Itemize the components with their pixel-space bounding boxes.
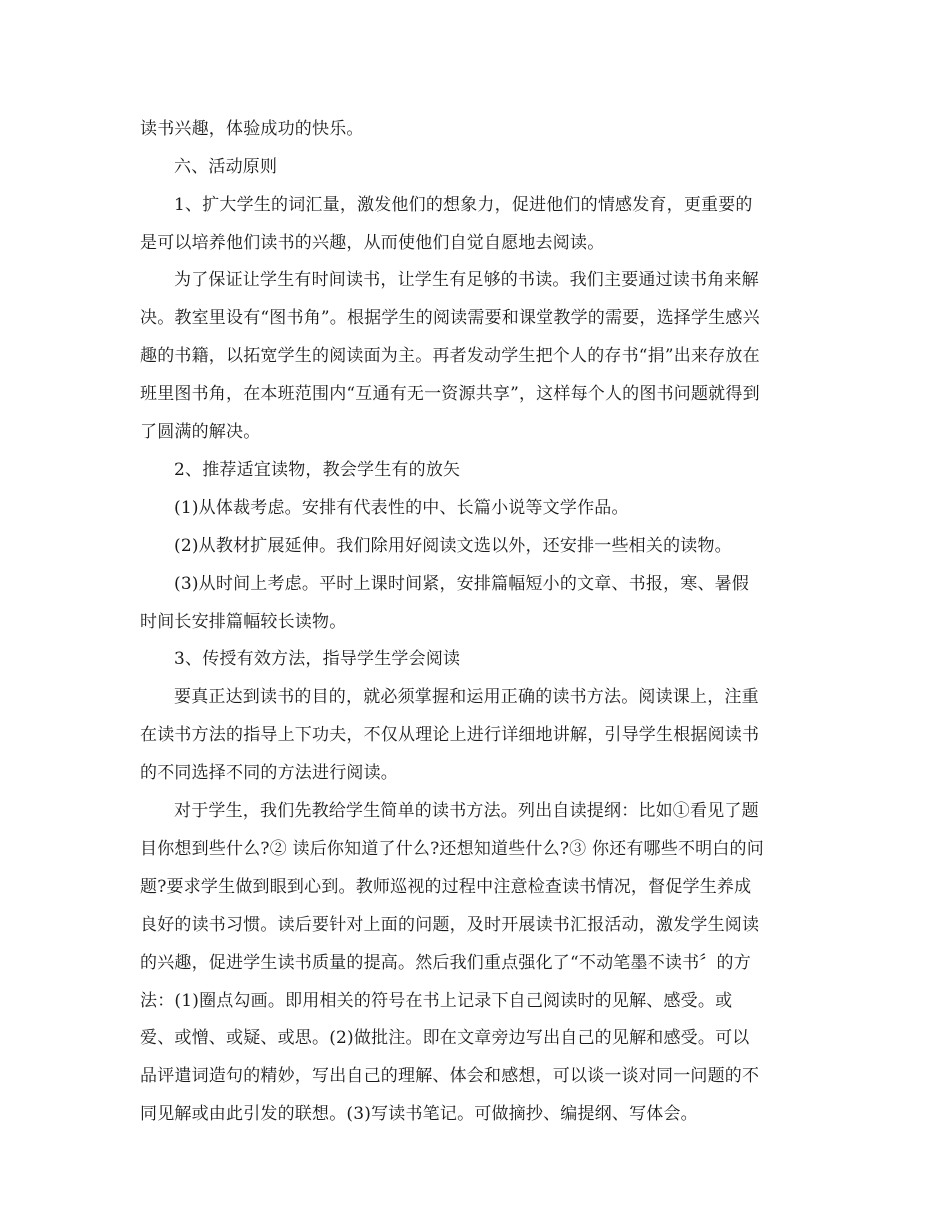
text-line: 良好的读书习惯。读后要针对上面的问题，及时开展读书汇报活动，激发学生阅读 (140, 915, 760, 935)
text-line: 品评遣词造句的精妙，写出自己的理解、体会和感想，可以谈一谈对同一问题的不 (140, 1066, 760, 1086)
text-line: (3)从时间上考虑。平时上课时间紧，安排篇幅短小的文章、书报，寒、暑假 (174, 574, 750, 594)
text-line: 决。教室里设有“图书角”。根据学生的阅读需要和课堂教学的需要，选择学生感兴 (140, 308, 760, 328)
text-line: 读书兴趣，体验成功的快乐。 (140, 119, 364, 139)
section-heading: 2、推荐适宜读物，教会学生有的放矢 (174, 460, 461, 480)
text-line: 为了保证让学生有时间读书，让学生有足够的书读。我们主要通过读书角来解 (174, 270, 759, 290)
text-line: 在读书方法的指导上下功夫，不仅从理论上进行详细地讲解，引导学生根据阅读书 (140, 725, 760, 745)
text-line: 爱、或憎、或疑、或思。(2)做批注。即在文章旁边写出自己的见解和感受。可以 (140, 1028, 750, 1048)
text-line: 的不同选择不同的方法进行阅读。 (140, 763, 398, 783)
text-line: (1)从体裁考虑。安排有代表性的中、长篇小说等文学作品。 (174, 498, 629, 518)
text-line: 趣的书籍，以拓宽学生的阅读面为主。再者发动学生把个人的存书“捐”出来存放在 (140, 346, 760, 366)
text-line: 目你想到些什么?② 读后你知道了什么?还想知道些什么?③ 你还有哪些不明白的问 (140, 839, 764, 859)
text-line: 的兴趣，促进学生读书质量的提高。然后我们重点强化了“不动笔墨不读书〞的方 (140, 953, 751, 973)
text-line: 题?要求学生做到眼到心到。教师巡视的过程中注意检查读书情况，督促学生养成 (140, 877, 752, 897)
section-heading: 3、传授有效方法，指导学生学会阅读 (174, 649, 461, 669)
text-line: 时间长安排篇幅较长读物。 (140, 612, 347, 632)
text-line: (2)从教材扩展延伸。我们除用好阅读文选以外，还安排一些相关的读物。 (174, 536, 732, 556)
text-line: 是可以培养他们读书的兴趣，从而使他们自觉自愿地去阅读。 (140, 233, 605, 253)
text-line: 同见解或由此引发的联想。(3)写读书笔记。可做摘抄、编提纲、写体会。 (140, 1104, 698, 1124)
section-heading: 六、活动原则 (174, 157, 278, 177)
text-line: 法：(1)圈点勾画。即用相关的符号在书上记录下自己阅读时的见解、感受。或 (140, 991, 733, 1011)
text-line: 1、扩大学生的词汇量，激发他们的想象力，促进他们的情感发育，更重要的 (174, 195, 753, 215)
text-line: 要真正达到读书的目的，就必须掌握和运用正确的读书方法。阅读课上，注重 (174, 687, 759, 707)
text-line: 了圆满的解决。 (140, 422, 261, 442)
text-line: 对于学生，我们先教给学生简单的读书方法。列出自读提纲：比如①看见了题 (174, 801, 759, 821)
text-line: 班里图书角，在本班范围内“互通有无一资源共享”，这样每个人的图书问题就得到 (140, 384, 760, 404)
